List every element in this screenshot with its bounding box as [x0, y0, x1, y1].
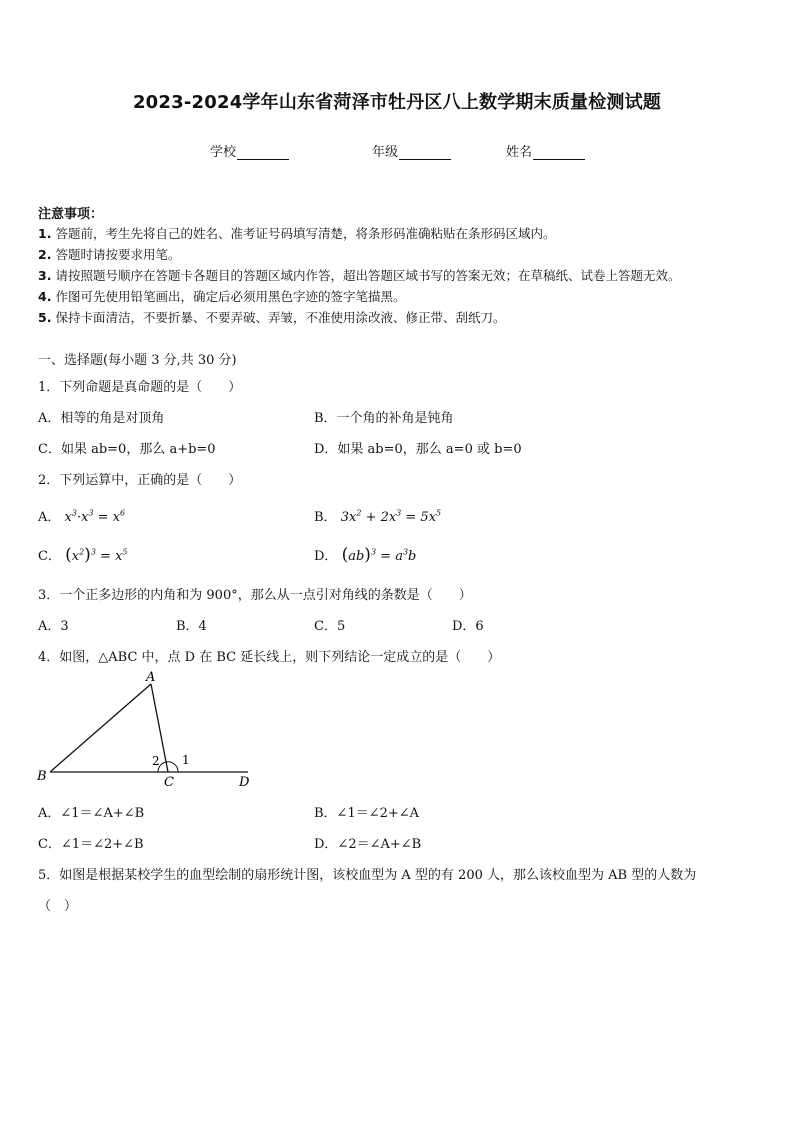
note-text: 作图可先使用铅笔画出，确定后必须用黑色字迹的签字笔描黑。	[55, 289, 406, 304]
question-4-stem: 4．如图，△ABC 中，点 D 在 BC 延长线上，则下列结论一定成立的是（ ）	[38, 650, 501, 665]
q4-option-d: D．∠2＝∠A+∠B	[314, 837, 422, 852]
q4-option-b: B．∠1＝∠2+∠A	[314, 806, 420, 821]
q2-option-d-formula: $(ab)^3 = a^3b$	[341, 545, 417, 565]
note-item	[38, 224, 555, 242]
note-item	[38, 308, 505, 326]
q3-option-d: D．6	[452, 619, 484, 634]
q3-option-c: C．5	[314, 619, 346, 634]
question-1-stem: 1．下列命题是真命题的是（ ）	[38, 380, 242, 395]
grade-label: 年级	[372, 145, 399, 160]
school-field	[210, 141, 289, 160]
grade-field	[372, 141, 451, 160]
q3-option-b: B．4	[176, 619, 207, 634]
note-number: 5.	[38, 310, 52, 325]
vertex-b-label: B	[37, 769, 47, 784]
angle-2-label: 2	[152, 754, 160, 768]
note-text: 请按照题号顺序在答题卡各题目的答题区域内作答，超出答题区域书写的答案无效；在草稿纸、试卷上答题无效。	[55, 268, 681, 283]
q3-option-a: A．3	[38, 619, 69, 634]
note-item	[38, 287, 405, 305]
q2-option-a-label: A．	[38, 510, 61, 525]
note-number: 3.	[38, 268, 52, 283]
note-item	[38, 266, 680, 284]
q2-option-c-label: C．	[38, 549, 61, 564]
school-label: 学校	[210, 145, 237, 160]
question-5-stem: 5．如图是根据某校学生的血型绘制的扇形统计图，该校血型为 A 型的有 200 人，那么该校血型为 AB 型的人数为	[38, 868, 697, 883]
vertex-a-label: A	[146, 670, 156, 685]
q1-option-b: B．一个角的补角是钝角	[314, 411, 454, 426]
q1-option-c: C．如果 ab=0，那么 a+b=0	[38, 442, 216, 457]
side-ab	[50, 684, 151, 772]
q2-option-c	[38, 545, 128, 565]
name-label: 姓名	[506, 145, 533, 160]
page-title: 2023-2024学年山东省菏泽市牡丹区八上数学期末质量检测试题	[132, 92, 662, 113]
note-text: 答题前，考生先将自己的姓名、准考证号码填写清楚，将条形码准确粘贴在条形码区域内。	[55, 226, 556, 241]
q2-option-a-formula: $x^3\cdot x^3 = x^6$	[64, 508, 126, 525]
note-number: 1.	[38, 226, 52, 241]
q2-option-b-formula: $3x^2 + 2x^3 = 5x^5$	[340, 508, 442, 525]
q4-option-a: A．∠1＝∠A+∠B	[38, 806, 145, 821]
question-2-stem: 2．下列运算中，正确的是（ ）	[38, 473, 242, 488]
note-number: 4.	[38, 289, 52, 304]
grade-blank	[399, 146, 451, 160]
notes-heading: 注意事项：	[38, 207, 104, 222]
q2-option-b-label: B．	[314, 510, 337, 525]
triangle-figure	[34, 668, 264, 793]
name-field	[506, 141, 585, 160]
q2-option-c-formula: $(x^2)^3 = x^5$	[65, 545, 128, 565]
angle-1-label: 1	[182, 753, 190, 767]
q1-option-d: D．如果 ab=0，那么 a=0 或 b=0	[314, 442, 522, 457]
q2-option-b	[314, 506, 441, 525]
q2-option-d	[314, 545, 416, 565]
note-text: 答题时请按要求用笔。	[55, 247, 181, 262]
q4-option-c: C．∠1＝∠2+∠B	[38, 837, 144, 852]
note-number: 2.	[38, 247, 52, 262]
q1-option-a: A．相等的角是对顶角	[38, 411, 165, 426]
school-blank	[237, 146, 289, 160]
name-blank	[533, 146, 585, 160]
vertex-d-label: D	[239, 775, 250, 790]
question-3-stem: 3．一个正多边形的内角和为 900°，那么从一点引对角线的条数是（ ）	[38, 588, 472, 603]
q2-option-d-label: D．	[314, 549, 338, 564]
section-heading: 一、选择题(每小题 3 分,共 30 分)	[38, 353, 237, 368]
note-text: 保持卡面清洁，不要折暴、不要弄破、弄皱，不准使用涂改液、修正带、刮纸刀。	[55, 310, 506, 325]
q2-option-a	[38, 506, 125, 525]
vertex-c-label: C	[164, 775, 174, 790]
note-item	[38, 245, 180, 263]
question-5-paren: （ ）	[38, 899, 78, 914]
